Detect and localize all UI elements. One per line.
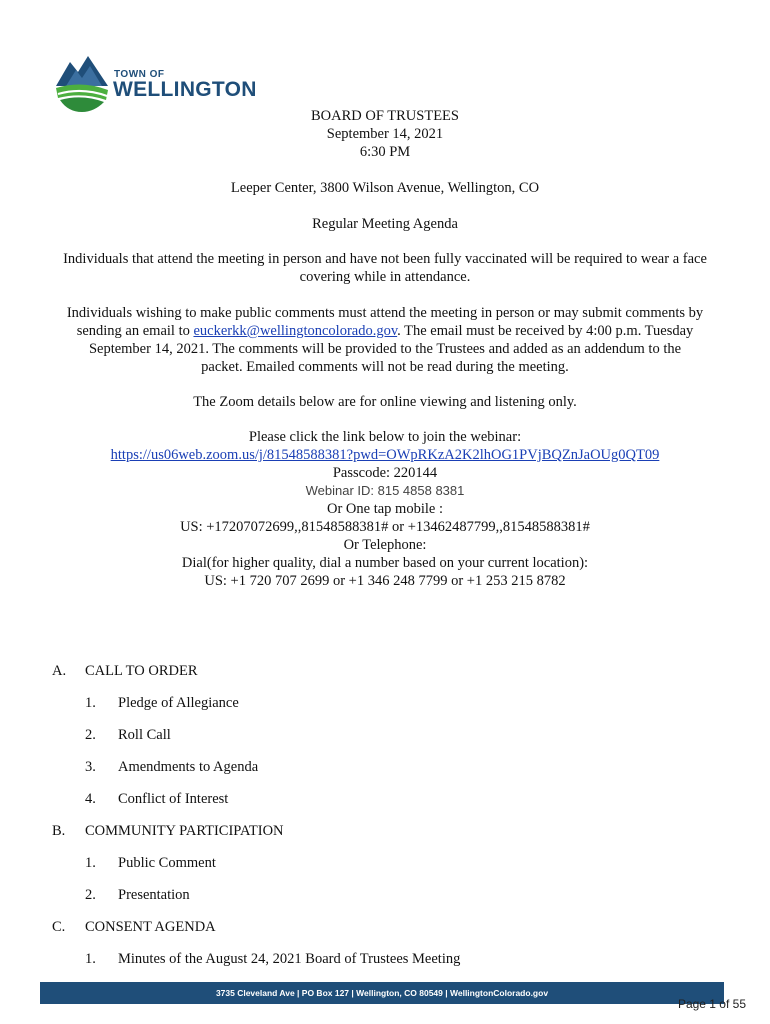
item-number: 3. — [85, 759, 96, 775]
section-letter: C. — [52, 919, 66, 935]
item-text: Amendments to Agenda — [118, 759, 259, 775]
webinar-id: Webinar ID: 815 4858 8381 — [305, 483, 465, 498]
comments-notice-line1: Individuals wishing to make public comments must attend the meeting in person or may submit comments by — [66, 305, 704, 321]
item-text: Presentation — [118, 887, 190, 903]
dial-numbers: US: +1 720 707 2699 or +1 346 248 7799 or +1 253 215 8782 — [204, 573, 566, 589]
section-title: CALL TO ORDER — [85, 663, 198, 679]
logo-town-of: TOWN OF — [114, 69, 165, 80]
comments-notice-line2 — [40, 322, 730, 340]
comments-notice-line3: September 14, 2021. The comments will be provided to the Trustees and added as an addendum to the — [88, 341, 682, 357]
item-text: Pledge of Allegiance — [118, 695, 239, 711]
town-logo — [52, 52, 272, 114]
comments-notice-line4: packet. Emailed comments will not be read during the meeting. — [201, 359, 569, 375]
item-number: 1. — [85, 695, 96, 711]
section-letter: B. — [52, 823, 66, 839]
meeting-time: 6:30 PM — [359, 144, 411, 160]
footer-address-bar: 3735 Cleveland Ave | PO Box 127 | Wellington, CO 80549 | WellingtonColorado.gov — [40, 982, 724, 1004]
logo-name: WELLINGTON — [113, 78, 257, 101]
one-tap-numbers: US: +17207072699,,81548588381# or +13462487799,,81548588381# — [180, 519, 590, 535]
section-title: COMMUNITY PARTICIPATION — [85, 823, 284, 839]
webinar-prompt: Please click the link below to join the webinar: — [248, 429, 522, 445]
comments-email-suffix: . The email must be received by 4:00 p.m. Tuesday — [397, 323, 694, 339]
meeting-location: Leeper Center, 3800 Wilson Avenue, Wellington, CO — [230, 180, 540, 196]
board-title: BOARD OF TRUSTEES — [311, 108, 459, 124]
item-number: 2. — [85, 727, 96, 743]
item-number: 1. — [85, 951, 96, 967]
comments-email-link[interactable]: euckerkk@wellingtoncolorado.gov — [193, 323, 398, 339]
page-number: Page 1 of 55 — [677, 997, 746, 1011]
zoom-note: The Zoom details below are for online viewing and listening only. — [193, 394, 577, 410]
meeting-date: September 14, 2021 — [326, 126, 444, 142]
item-text: Roll Call — [118, 727, 171, 743]
section-title: CONSENT AGENDA — [85, 919, 216, 935]
section-letter: A. — [52, 663, 67, 679]
comments-email-prefix: sending an email to — [76, 323, 194, 339]
webinar-passcode: Passcode: 220144 — [332, 465, 438, 481]
one-tap-label: Or One tap mobile : — [327, 501, 443, 517]
webinar-link-row — [40, 446, 730, 464]
item-text: Minutes of the August 24, 2021 Board of Trustees Meeting — [118, 951, 461, 967]
telephone-label: Or Telephone: — [343, 537, 427, 553]
item-text: Public Comment — [118, 855, 216, 871]
vaccination-notice-line1: Individuals that attend the meeting in person and have not been fully vaccinated will be required to wear a face — [63, 251, 707, 267]
item-text: Conflict of Interest — [118, 791, 229, 807]
mountain-logo-icon — [52, 52, 112, 114]
vaccination-notice-line2: covering while in attendance. — [299, 269, 471, 285]
webinar-link[interactable]: https://us06web.zoom.us/j/81548588381?pwd=OWpRKzA2K2lhOG1PVjBQZnJaOUg0QT09 — [110, 447, 660, 463]
item-number: 1. — [85, 855, 96, 871]
item-number: 4. — [85, 791, 96, 807]
agenda-type: Regular Meeting Agenda — [312, 216, 458, 232]
dial-note: Dial(for higher quality, dial a number based on your current location): — [181, 555, 589, 571]
item-number: 2. — [85, 887, 96, 903]
